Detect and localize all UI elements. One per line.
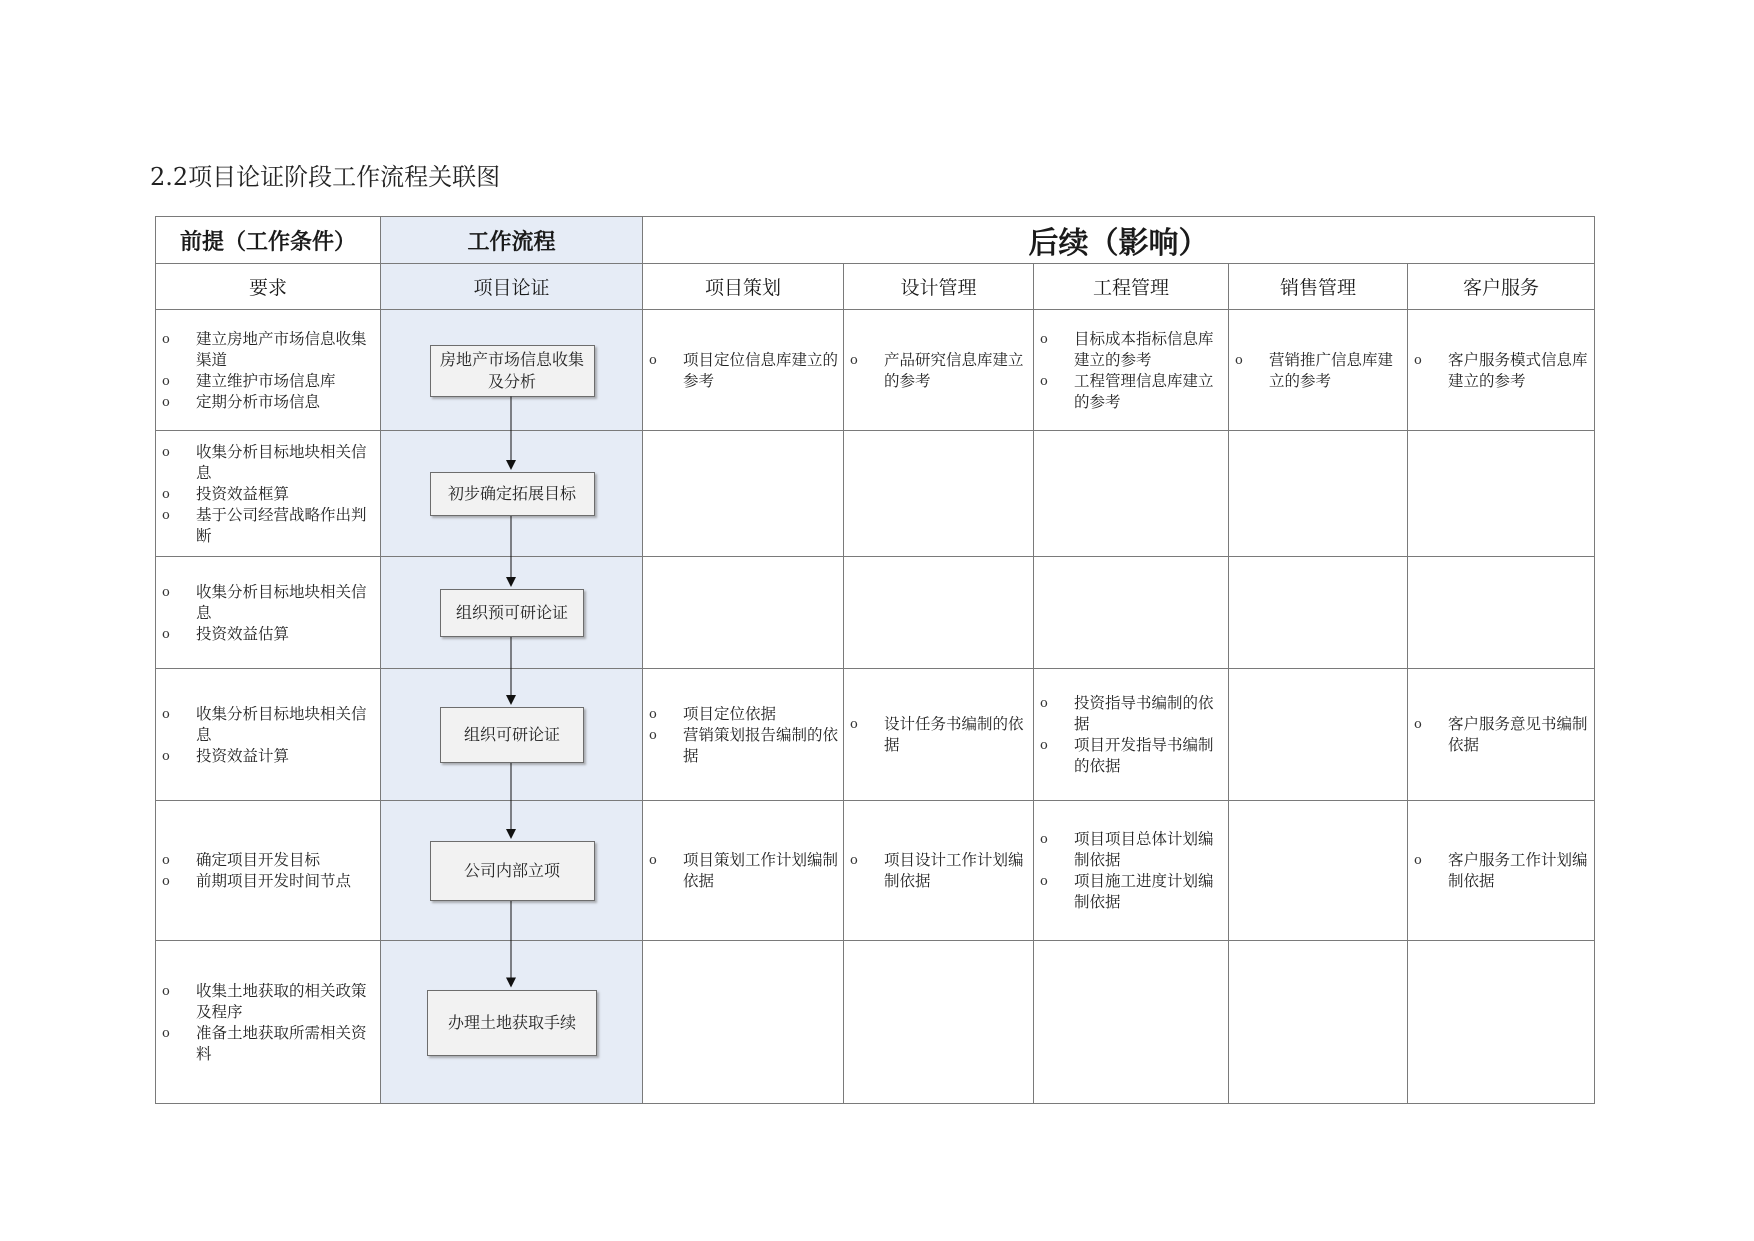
- requirements-list: [160, 704, 377, 767]
- header-flow: [380, 216, 643, 264]
- bullet-icon: o: [850, 853, 858, 868]
- row-4-customer-service-cell: [1407, 668, 1595, 801]
- list-item: [160, 505, 377, 547]
- subheader-sales-mgmt-label: 销售管理: [1279, 277, 1356, 299]
- requirements-list: [160, 850, 377, 892]
- row-5-engineering-mgmt-cell: [1033, 800, 1229, 941]
- list-item: [647, 704, 840, 725]
- requirements-list: [160, 981, 377, 1065]
- subheader-project-demo-label: 项目论证: [473, 277, 550, 299]
- bullet-icon: o: [850, 352, 858, 368]
- row-1-requirements-cell: [155, 309, 381, 431]
- row-1-flow-cell: [380, 309, 643, 431]
- row-1-sales-mgmt-cell: [1228, 309, 1408, 431]
- subheader-engineering-mgmt: [1033, 263, 1229, 310]
- list-item-text: 投资效益框算: [196, 484, 290, 503]
- list-item-text: 设计任务书编制的依据: [884, 715, 1024, 754]
- list-item: [1412, 850, 1591, 892]
- bullet-icon: o: [162, 331, 170, 347]
- list-item: [647, 850, 840, 892]
- row-5-design-mgmt-cell: [843, 800, 1034, 941]
- list-item: [1038, 693, 1225, 735]
- flow-step-box: 组织预可研论证: [440, 589, 584, 637]
- list-item-text: 目标成本指标信息库建立的参考: [1074, 329, 1214, 369]
- bullet-icon: o: [162, 853, 170, 868]
- list-item-text: 收集分析目标地块相关信息: [196, 582, 367, 622]
- list-item: [1038, 371, 1225, 413]
- header-premise-label: 前提（工作条件）: [179, 229, 356, 255]
- bullet-icon: o: [162, 394, 170, 410]
- bullet-icon: o: [1040, 696, 1048, 711]
- bullet-icon: o: [649, 352, 657, 368]
- list-item-text: 项目设计工作计划编制依据: [884, 851, 1024, 890]
- page-title: 2.2项目论证阶段工作流程关联图: [150, 163, 501, 191]
- list-item: [160, 704, 377, 746]
- list-item-text: 投资效益估算: [196, 624, 290, 643]
- subheader-requirements-label: 要求: [248, 277, 287, 299]
- list-item: [160, 484, 377, 505]
- bullet-icon: o: [162, 748, 170, 764]
- list-item: [848, 714, 1030, 756]
- subheader-project-planning: [642, 263, 844, 310]
- flow-step-box: 房地产市场信息收集及分析: [430, 345, 595, 397]
- bullet-icon: o: [649, 853, 657, 868]
- engineering_mgmt-list: [1038, 329, 1225, 413]
- flow-step-box: 公司内部立项: [430, 841, 595, 901]
- bullet-icon: o: [850, 717, 858, 732]
- list-item-text: 工程管理信息库建立的参考: [1074, 371, 1214, 411]
- row-6-sales-mgmt-cell: [1228, 940, 1408, 1104]
- row-3-requirements-cell: [155, 556, 381, 669]
- bullet-icon: o: [162, 626, 170, 642]
- bullet-icon: o: [1235, 352, 1243, 368]
- row-6-design-mgmt-cell: [843, 940, 1034, 1104]
- list-item: [160, 442, 377, 484]
- row-6-requirements-cell: [155, 940, 381, 1104]
- bullet-icon: o: [1040, 874, 1048, 889]
- list-item-text: 项目施工进度计划编制依据: [1074, 872, 1214, 911]
- row-4-flow-cell: [380, 668, 643, 801]
- list-item: [1412, 714, 1591, 756]
- list-item-text: 项目策划工作计划编制依据: [683, 851, 839, 890]
- design_mgmt-list: [848, 850, 1030, 892]
- row-2-requirements-cell: [155, 430, 381, 557]
- row-4-project-planning-cell: [642, 668, 844, 801]
- list-item-text: 收集分析目标地块相关信息: [196, 442, 367, 482]
- list-item-text: 确定项目开发目标: [196, 851, 321, 869]
- subheader-engineering-mgmt-label: 工程管理: [1092, 277, 1169, 299]
- list-item: [1038, 735, 1225, 777]
- list-item: [160, 582, 377, 624]
- row-5-requirements-cell: [155, 800, 381, 941]
- row-4-requirements-cell: [155, 668, 381, 801]
- engineering_mgmt-list: [1038, 829, 1225, 913]
- list-item-text: 客户服务模式信息库建立的参考: [1448, 350, 1588, 390]
- list-item: [160, 850, 377, 871]
- list-item: [1412, 350, 1591, 392]
- requirements-list: [160, 442, 377, 547]
- design_mgmt-list: [848, 350, 1030, 392]
- bullet-icon: o: [162, 1025, 170, 1041]
- subheader-design-mgmt-label: 设计管理: [900, 277, 977, 299]
- row-3-project-planning-cell: [642, 556, 844, 669]
- subheader-project-planning-label: 项目策划: [704, 277, 781, 299]
- design_mgmt-list: [848, 714, 1030, 756]
- row-3-engineering-mgmt-cell: [1033, 556, 1229, 669]
- row-3-customer-service-cell: [1407, 556, 1595, 669]
- list-item-text: 项目项目总体计划编制依据: [1074, 830, 1214, 869]
- subheader-project-demo: [380, 263, 643, 310]
- bullet-icon: o: [162, 584, 170, 600]
- list-item: [160, 624, 377, 645]
- bullet-icon: o: [649, 706, 657, 722]
- list-item: [647, 350, 840, 392]
- row-2-engineering-mgmt-cell: [1033, 430, 1229, 557]
- list-item: [160, 371, 377, 392]
- requirements-list: [160, 582, 377, 645]
- list-item-text: 准备土地获取所需相关资料: [196, 1023, 367, 1063]
- flow-step-box: 初步确定拓展目标: [430, 472, 595, 516]
- row-2-project-planning-cell: [642, 430, 844, 557]
- list-item-text: 前期项目开发时间节点: [196, 872, 352, 890]
- subheader-sales-mgmt: [1228, 263, 1408, 310]
- bullet-icon: o: [1040, 832, 1048, 847]
- row-2-flow-cell: [380, 430, 643, 557]
- list-item-text: 定期分析市场信息: [196, 392, 321, 411]
- header-followup-label: 后续（影响）: [1028, 226, 1209, 261]
- bullet-icon: o: [1040, 331, 1048, 347]
- bullet-icon: o: [162, 507, 170, 523]
- row-1-customer-service-cell: [1407, 309, 1595, 431]
- header-premise: [155, 216, 381, 264]
- bullet-icon: o: [162, 444, 170, 460]
- customer_service-list: [1412, 850, 1591, 892]
- list-item: [160, 871, 377, 892]
- bullet-icon: o: [162, 486, 170, 502]
- row-1-engineering-mgmt-cell: [1033, 309, 1229, 431]
- list-item: [848, 850, 1030, 892]
- flow-step-box: 办理土地获取手续: [427, 990, 597, 1056]
- list-item: [848, 350, 1030, 392]
- bullet-icon: o: [162, 373, 170, 389]
- row-1-project-planning-cell: [642, 309, 844, 431]
- row-2-design-mgmt-cell: [843, 430, 1034, 557]
- list-item: [160, 392, 377, 413]
- engineering_mgmt-list: [1038, 693, 1225, 777]
- bullet-icon: o: [1040, 738, 1048, 753]
- list-item: [1038, 329, 1225, 371]
- row-5-customer-service-cell: [1407, 800, 1595, 941]
- list-item: [1038, 829, 1225, 871]
- subheader-requirements: [155, 263, 381, 310]
- row-4-design-mgmt-cell: [843, 668, 1034, 801]
- row-3-flow-cell: [380, 556, 643, 669]
- customer_service-list: [1412, 350, 1591, 392]
- sales_mgmt-list: [1233, 350, 1404, 392]
- row-2-sales-mgmt-cell: [1228, 430, 1408, 557]
- row-4-sales-mgmt-cell: [1228, 668, 1408, 801]
- list-item: [160, 1023, 377, 1065]
- bullet-icon: o: [162, 983, 170, 999]
- list-item: [160, 981, 377, 1023]
- bullet-icon: o: [1414, 717, 1422, 732]
- row-5-project-planning-cell: [642, 800, 844, 941]
- list-item-text: 项目定位信息库建立的参考: [683, 350, 839, 390]
- bullet-icon: o: [162, 874, 170, 889]
- row-6-project-planning-cell: [642, 940, 844, 1104]
- header-flow-label: 工作流程: [467, 229, 556, 255]
- bullet-icon: o: [1040, 373, 1048, 389]
- project_planning-list: [647, 850, 840, 892]
- flow-step-box: 组织可研论证: [440, 707, 584, 763]
- row-2-customer-service-cell: [1407, 430, 1595, 557]
- list-item-text: 客户服务意见书编制依据: [1448, 715, 1588, 754]
- list-item-text: 营销推广信息库建立的参考: [1269, 350, 1394, 390]
- requirements-list: [160, 329, 377, 413]
- list-item-text: 客户服务工作计划编制依据: [1448, 851, 1588, 890]
- project_planning-list: [647, 704, 840, 767]
- row-4-engineering-mgmt-cell: [1033, 668, 1229, 801]
- row-6-customer-service-cell: [1407, 940, 1595, 1104]
- list-item-text: 项目定位依据: [683, 704, 777, 723]
- row-6-flow-cell: [380, 940, 643, 1104]
- list-item: [647, 725, 840, 767]
- customer_service-list: [1412, 714, 1591, 756]
- subheader-customer-service-label: 客户服务: [1462, 277, 1539, 299]
- list-item-text: 收集分析目标地块相关信息: [196, 704, 367, 744]
- list-item: [160, 746, 377, 767]
- project_planning-list: [647, 350, 840, 392]
- bullet-icon: o: [1414, 352, 1422, 368]
- list-item-text: 收集土地获取的相关政策及程序: [196, 981, 367, 1021]
- row-3-sales-mgmt-cell: [1228, 556, 1408, 669]
- bullet-icon: o: [1414, 853, 1422, 868]
- header-followup: [642, 216, 1595, 264]
- list-item: [1038, 871, 1225, 913]
- list-item-text: 建立房地产市场信息收集渠道: [196, 329, 367, 369]
- list-item: [1233, 350, 1404, 392]
- list-item-text: 产品研究信息库建立的参考: [884, 350, 1024, 390]
- bullet-icon: o: [649, 727, 657, 743]
- row-6-engineering-mgmt-cell: [1033, 940, 1229, 1104]
- list-item-text: 项目开发指导书编制的依据: [1074, 736, 1214, 775]
- list-item: [160, 329, 377, 371]
- list-item-text: 营销策划报告编制的依据: [683, 725, 839, 765]
- row-5-sales-mgmt-cell: [1228, 800, 1408, 941]
- list-item-text: 投资指导书编制的依据: [1074, 694, 1214, 733]
- list-item-text: 投资效益计算: [196, 746, 290, 765]
- bullet-icon: o: [162, 706, 170, 722]
- list-item-text: 建立维护市场信息库: [196, 371, 336, 390]
- row-1-design-mgmt-cell: [843, 309, 1034, 431]
- row-5-flow-cell: [380, 800, 643, 941]
- row-3-design-mgmt-cell: [843, 556, 1034, 669]
- subheader-customer-service: [1407, 263, 1595, 310]
- subheader-design-mgmt: [843, 263, 1034, 310]
- list-item-text: 基于公司经营战略作出判断: [196, 505, 367, 545]
